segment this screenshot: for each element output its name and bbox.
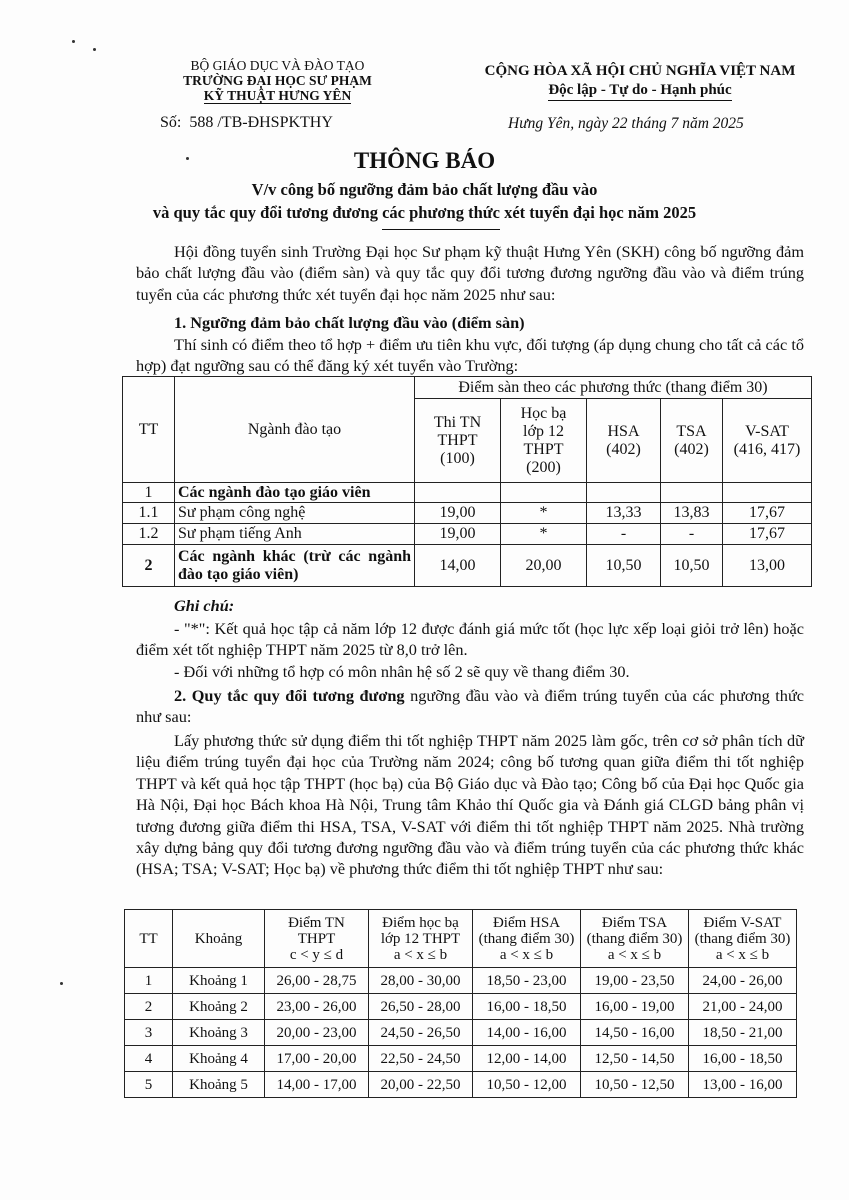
issuer-block bbox=[140, 58, 415, 104]
header-threshold-group: Điểm sàn theo các phương thức (thang điểm 30) bbox=[415, 377, 812, 399]
table-row: 1.1 Sư phạm công nghệ 19,00 * 13,33 13,83 17,67 bbox=[123, 503, 812, 524]
header-hsa: Điểm HSA (thang điểm 30) a < x ≤ b bbox=[473, 910, 581, 968]
header-tsa: Điểm TSA (thang điểm 30) a < x ≤ b bbox=[581, 910, 689, 968]
document-number: Số: 588 /TB-ĐHSPKTHY bbox=[160, 114, 333, 131]
scan-speck bbox=[60, 982, 63, 985]
table-row: 2 Khoảng 2 23,00 - 26,00 26,50 - 28,00 16,00 - 18,50 16,00 - 19,00 21,00 - 24,00 bbox=[125, 994, 797, 1020]
header-method: TSA (402) bbox=[661, 399, 723, 483]
table-row: 5 Khoảng 5 14,00 - 17,00 20,00 - 22,50 10,50 - 12,00 10,50 - 12,50 13,00 - 16,00 bbox=[125, 1072, 797, 1098]
header-method: Thi TN THPT (100) bbox=[415, 399, 501, 483]
title-divider bbox=[382, 229, 500, 230]
table-row: 1 Các ngành đào tạo giáo viên bbox=[123, 483, 812, 503]
section2-text: Lấy phương thức sử dụng điểm thi tốt nghiệp THPT năm 2025 làm gốc, trên cơ sở phân tích dữ liệu điểm trúng tuyển đại học của Trường năm 2024; công bố tương quan giữa điểm thi tốt nghiệp THPT và kết quả học tập THPT (học bạ) của Bộ Giáo dục và Đào tạo; Công bố của Đại học Quốc gia Hà Nội, Đại học Bách khoa Hà Nội, Trung tâm Khảo thí Quốc gia và Đánh giá CLGD bảng phân vị tương đương giữa điểm thi HSA, TSA, V-SAT với điểm thi tốt nghiệp THPT năm 2025. Nhà trường xây dựng bảng quy đổi tương đương ngưỡng đầu vào và điểm trúng tuyển của các phương thức khác (HSA; TSA; V-SAT; Học bạ) về phương thức điểm thi tốt nghiệp THPT như sau: bbox=[136, 731, 804, 879]
table-row: 3 Khoảng 3 20,00 - 23,00 24,50 - 26,50 14,00 - 16,00 14,50 - 16,00 18,50 - 21,00 bbox=[125, 1020, 797, 1046]
table-row: 1 Khoảng 1 26,00 - 28,75 28,00 - 30,00 18,50 - 23,00 19,00 - 23,50 24,00 - 26,00 bbox=[125, 968, 797, 994]
header-tt: TT bbox=[125, 910, 173, 968]
conversion-table bbox=[124, 909, 797, 1098]
section1-text: Thí sinh có điểm theo tổ hợp + điểm ưu tiên khu vực, đối tượng (áp dụng chung cho tất cả các tổ hợp) đạt ngưỡng sau có thể đăng ký xét tuyển vào Trường: bbox=[136, 335, 804, 376]
table-row: 1.2 Sư phạm tiếng Anh 19,00 * - - 17,67 bbox=[123, 524, 812, 545]
subtitle-line1: V/v công bố ngưỡng đảm bảo chất lượng đầu vào bbox=[251, 180, 598, 199]
header-hocba: Điểm học bạ lớp 12 THPT a < x ≤ b bbox=[369, 910, 473, 968]
subtitle-line2: và quy tắc quy đổi tương đương các phương thức xét tuyển đại học năm 2025 bbox=[152, 203, 697, 222]
section2-heading-rest: ngưỡng đầu vào và điểm trúng tuyển của các phương thức như sau: bbox=[136, 686, 804, 727]
document-title: THÔNG BÁO bbox=[353, 148, 496, 173]
header-method: Học bạ lớp 12 THPT (200) bbox=[501, 399, 587, 483]
header-thpt: Điểm TN THPT c < y ≤ d bbox=[265, 910, 369, 968]
threshold-table bbox=[122, 376, 812, 587]
note-2: - Đối với những tổ hợp có môn nhân hệ số 2 sẽ quy về thang điểm 30. bbox=[174, 662, 630, 681]
scan-speck bbox=[186, 157, 189, 160]
scan-speck bbox=[72, 40, 75, 43]
header-major: Ngành đào tạo bbox=[175, 377, 415, 483]
section2-intro bbox=[136, 685, 804, 728]
header-vsat: Điểm V-SAT (thang điểm 30) a < x ≤ b bbox=[689, 910, 797, 968]
header-method: HSA (402) bbox=[587, 399, 661, 483]
notes-heading: Ghi chú: bbox=[174, 596, 235, 615]
issue-date: Hưng Yên, ngày 22 tháng 7 năm 2025 bbox=[508, 115, 744, 132]
header-method: V-SAT (416, 417) bbox=[723, 399, 812, 483]
school-name-line2: KỸ THUẬT HƯNG YÊN bbox=[203, 88, 352, 103]
intro-paragraph: Hội đồng tuyển sinh Trường Đại học Sư phạm kỹ thuật Hưng Yên (SKH) công bố ngưỡng đảm bảo chất lượng đầu vào (điểm sàn) và quy tắc quy đổi tương đương ngưỡng đầu vào và điểm trúng tuyển của các phương thức xét tuyển đại học năm 2025 như sau: bbox=[136, 242, 804, 304]
table-row: 2 Các ngành khác (trừ các ngành đào tạo giáo viên) 14,00 20,00 10,50 10,50 13,00 bbox=[123, 545, 812, 587]
header-range: Khoảng bbox=[173, 910, 265, 968]
scan-speck bbox=[93, 48, 96, 51]
section2-heading: 2. Quy tắc quy đổi tương đương bbox=[174, 686, 405, 705]
section1-heading: 1. Ngưỡng đảm bảo chất lượng đầu vào (điểm sàn) bbox=[174, 313, 525, 332]
school-name-line1: TRƯỜNG ĐẠI HỌC SƯ PHẠM bbox=[183, 73, 372, 88]
ministry-name: BỘ GIÁO DỤC VÀ ĐÀO TẠO bbox=[190, 58, 365, 73]
country-name: CỘNG HÒA XÃ HỘI CHỦ NGHĨA VIỆT NAM bbox=[484, 63, 796, 79]
national-motto: Độc lập - Tự do - Hạnh phúc bbox=[548, 81, 731, 101]
header-tt: TT bbox=[123, 377, 175, 483]
table-row: 4 Khoảng 4 17,00 - 20,00 22,50 - 24,50 12,00 - 14,00 12,50 - 14,50 16,00 - 18,50 bbox=[125, 1046, 797, 1072]
national-header bbox=[460, 62, 820, 101]
note-1: - "*": Kết quả học tập cả năm lớp 12 được đánh giá mức tốt (học lực xếp loại giỏi trở lên) hoặc điểm xét tốt nghiệp THPT năm 2025 từ 8,0 trở lên. bbox=[136, 619, 804, 660]
